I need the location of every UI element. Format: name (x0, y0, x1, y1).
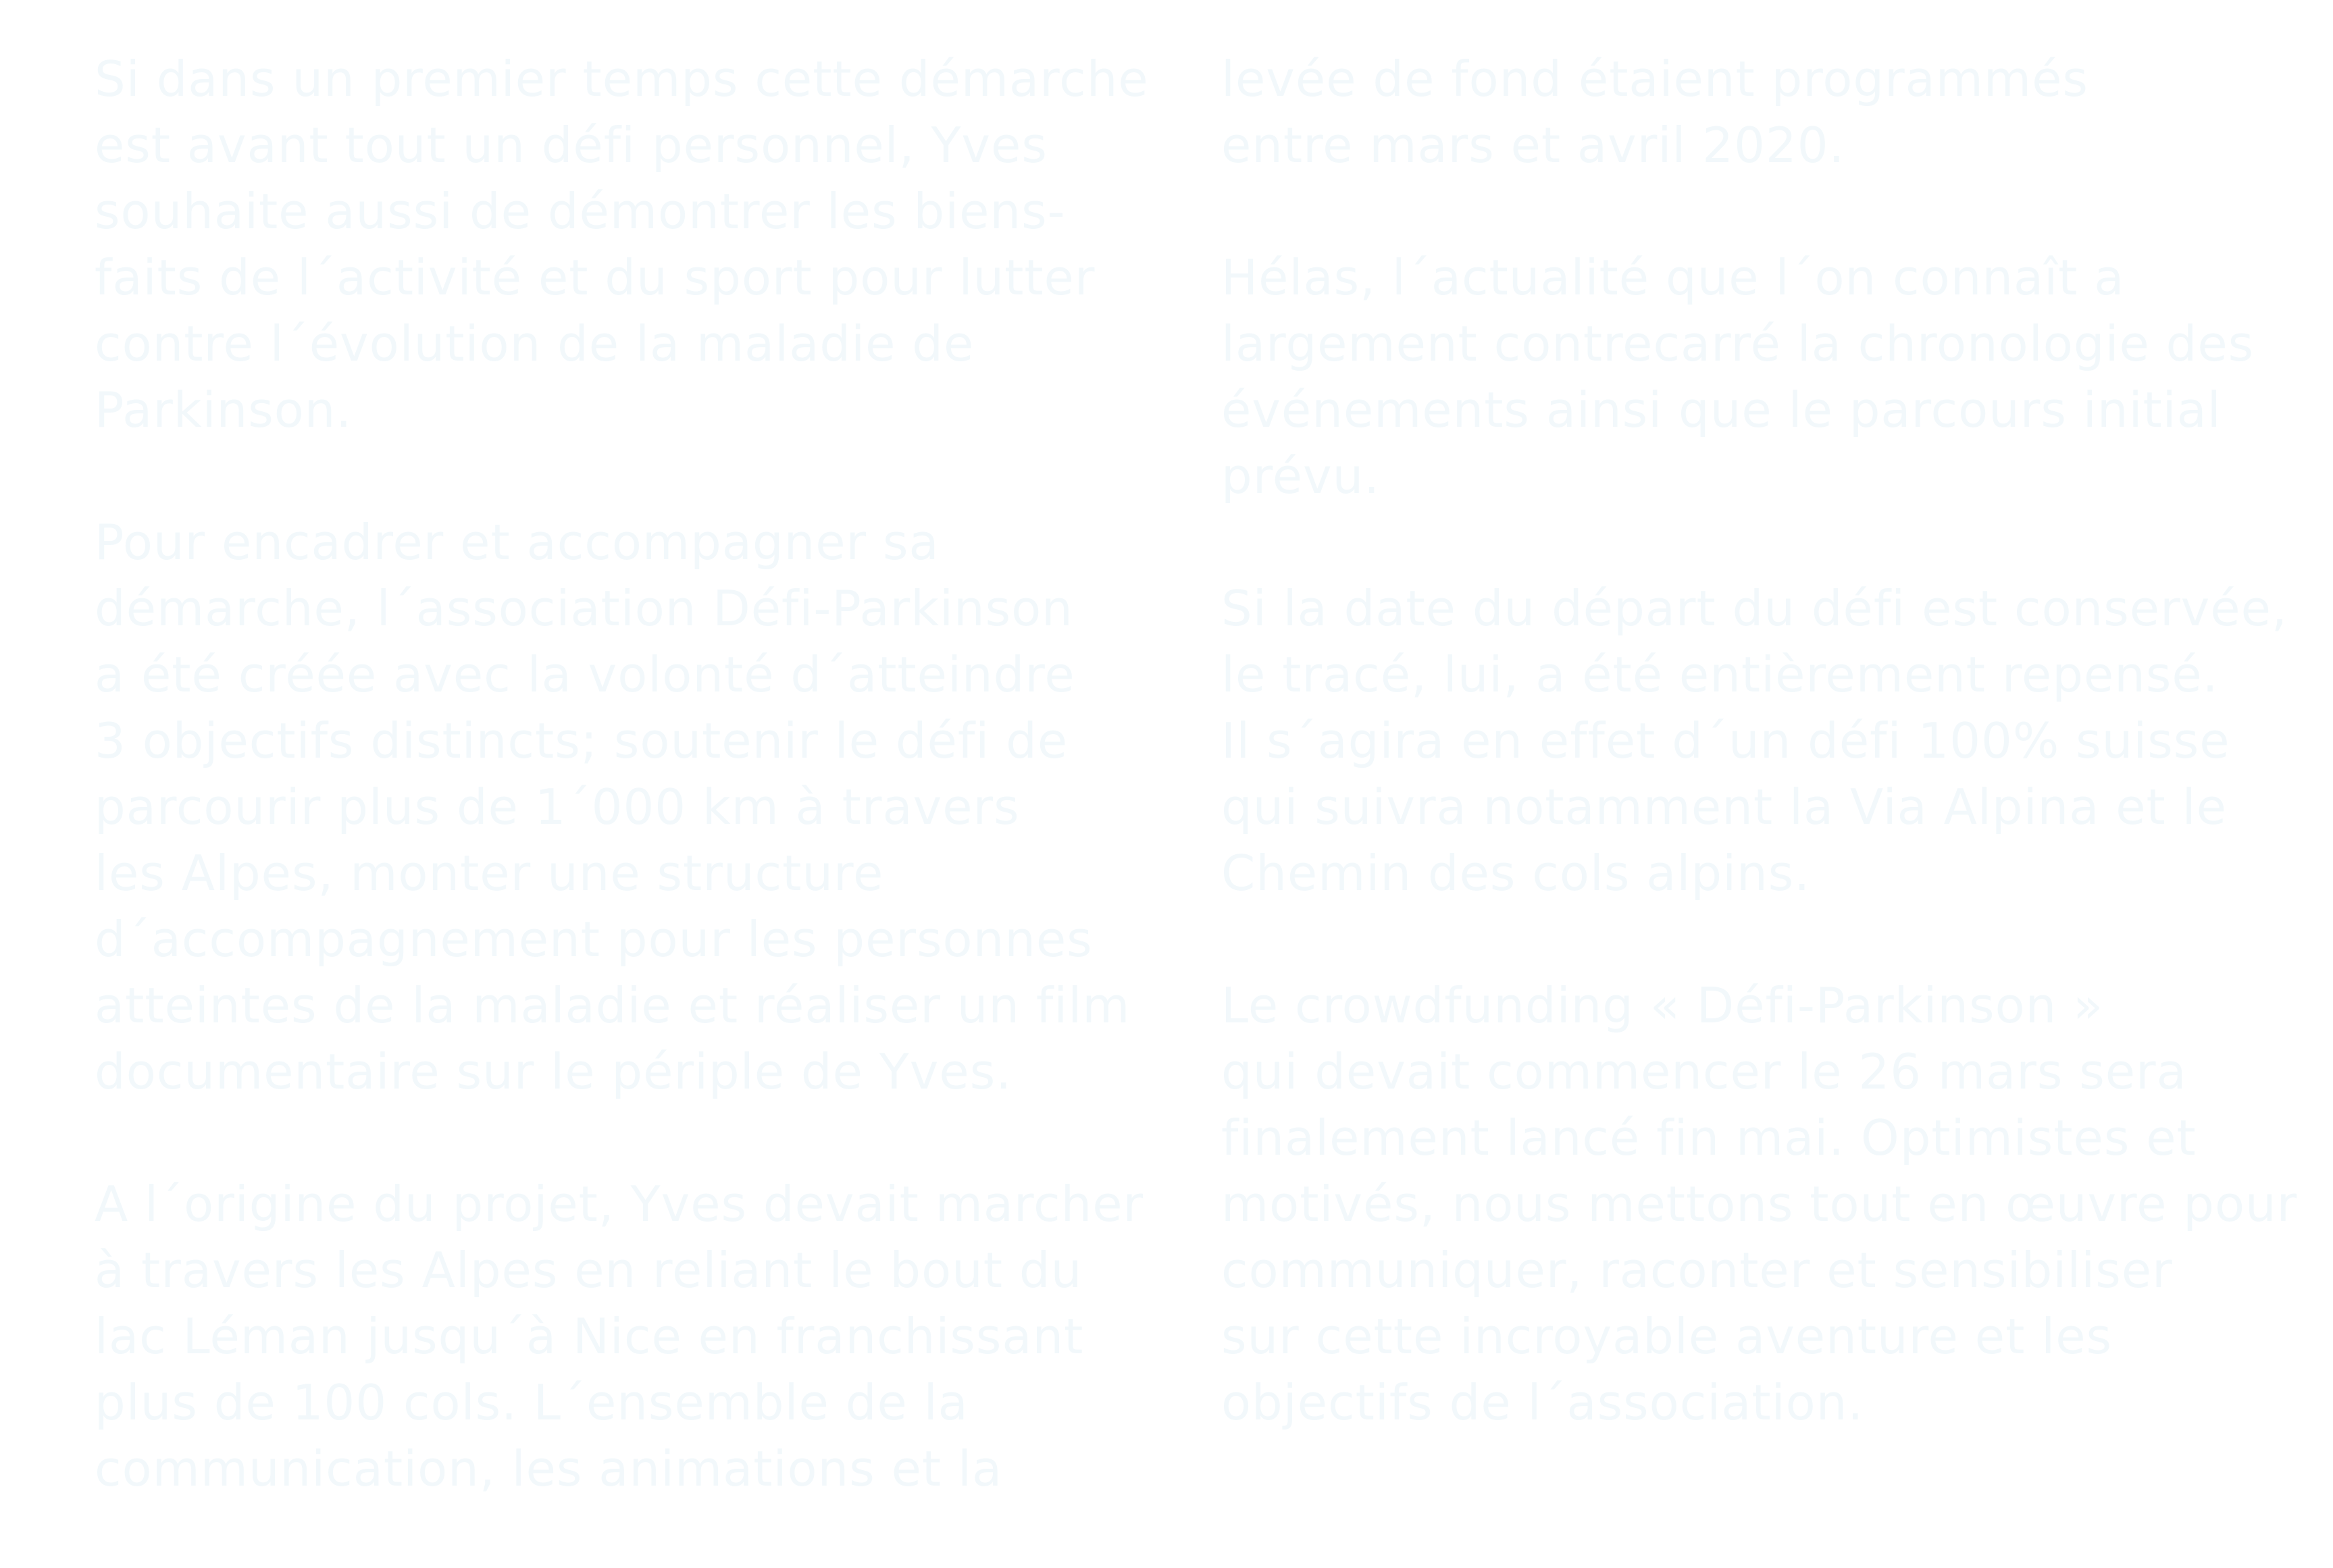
text-line: objectifs de l´association. (1221, 1374, 1864, 1431)
text-line: atteintes de la maladie et réaliser un film (95, 977, 1131, 1034)
text-line: contre l´évolution de la maladie de (95, 315, 975, 372)
paragraph (1221, 244, 2275, 509)
left-column (95, 46, 1148, 1568)
text-line: 3 objectifs distincts; soutenir le défi de (95, 712, 1069, 769)
text-line: communication, les animations et la (95, 1440, 1003, 1497)
text-line: à travers les Alpes en reliant le bout du (95, 1242, 1083, 1299)
text-line: Le crowdfunding « Défi-Parkinson » (1221, 977, 2104, 1034)
text-line: démarche, l´association Défi-Parkinson (95, 580, 1073, 637)
text-line: Il s´agira en effet d´un défi 100% suisse (1221, 712, 2230, 769)
right-column (1221, 46, 2298, 1502)
text-line: largement contrecarré la chronologie des (1221, 315, 2255, 372)
text-line: levée de fond étaient programmés (1221, 51, 2088, 107)
text-line: sur cette incroyable aventure et les (1221, 1308, 2113, 1365)
text-line: faits de l´activité et du sport pour lutter (95, 249, 1096, 306)
paragraph (1221, 46, 2275, 178)
text-line: entre mars et avril 2020. (1221, 117, 1845, 174)
text-line: Hélas, l´actualité que l´on connaît a (1221, 249, 2125, 306)
text-line: documentaire sur le périple de Yves. (95, 1043, 1012, 1100)
text-line: Parkinson. (95, 382, 353, 438)
text-line: a été créée avec la volonté d´atteindre (95, 646, 1075, 703)
paragraph (95, 1171, 1148, 1502)
text-line: Chemin des cols alpins. (1221, 845, 1811, 901)
paragraph (95, 46, 1148, 443)
text-line: plus de 100 cols. L´ensemble de la (95, 1374, 969, 1431)
text-line: événements ainsi que le parcours initial (1221, 382, 2222, 438)
text-line: Si dans un premier temps cette démarche (95, 51, 1149, 107)
text-line: qui devait commencer le 26 mars sera (1221, 1043, 2187, 1100)
text-line: parcourir plus de 1´000 km à travers (95, 779, 1020, 835)
text-line: prévu. (1221, 448, 1381, 504)
text-line: les Alpes, monter une structure (95, 845, 884, 901)
paragraph (1221, 972, 2298, 1436)
paragraph (1221, 575, 2288, 906)
paragraph (95, 509, 1148, 1105)
text-line: A l´origine du projet, Yves devait marcher (95, 1176, 1144, 1232)
text-line: d´accompagnement pour les personnes (95, 911, 1093, 968)
text-line: lac Léman jusqu´à Nice en franchissant (95, 1308, 1084, 1365)
text-line: le tracé, lui, a été entièrement repensé. (1221, 646, 2219, 703)
text-line: Si la date du départ du défi est conservée, (1221, 580, 2288, 637)
text-line: motivés, nous mettons tout en œuvre pour (1221, 1176, 2298, 1232)
text-line: finalement lancé fin mai. Optimistes et (1221, 1109, 2197, 1166)
text-line: Pour encadrer et accompagner sa (95, 514, 940, 571)
text-line: est avant tout un défi personnel, Yves (95, 117, 1048, 174)
text-line: communiquer, raconter et sensibiliser (1221, 1242, 2173, 1299)
text-line: souhaite aussi de démontrer les biens- (95, 183, 1066, 240)
text-line: qui suivra notamment la Via Alpina et le (1221, 779, 2227, 835)
